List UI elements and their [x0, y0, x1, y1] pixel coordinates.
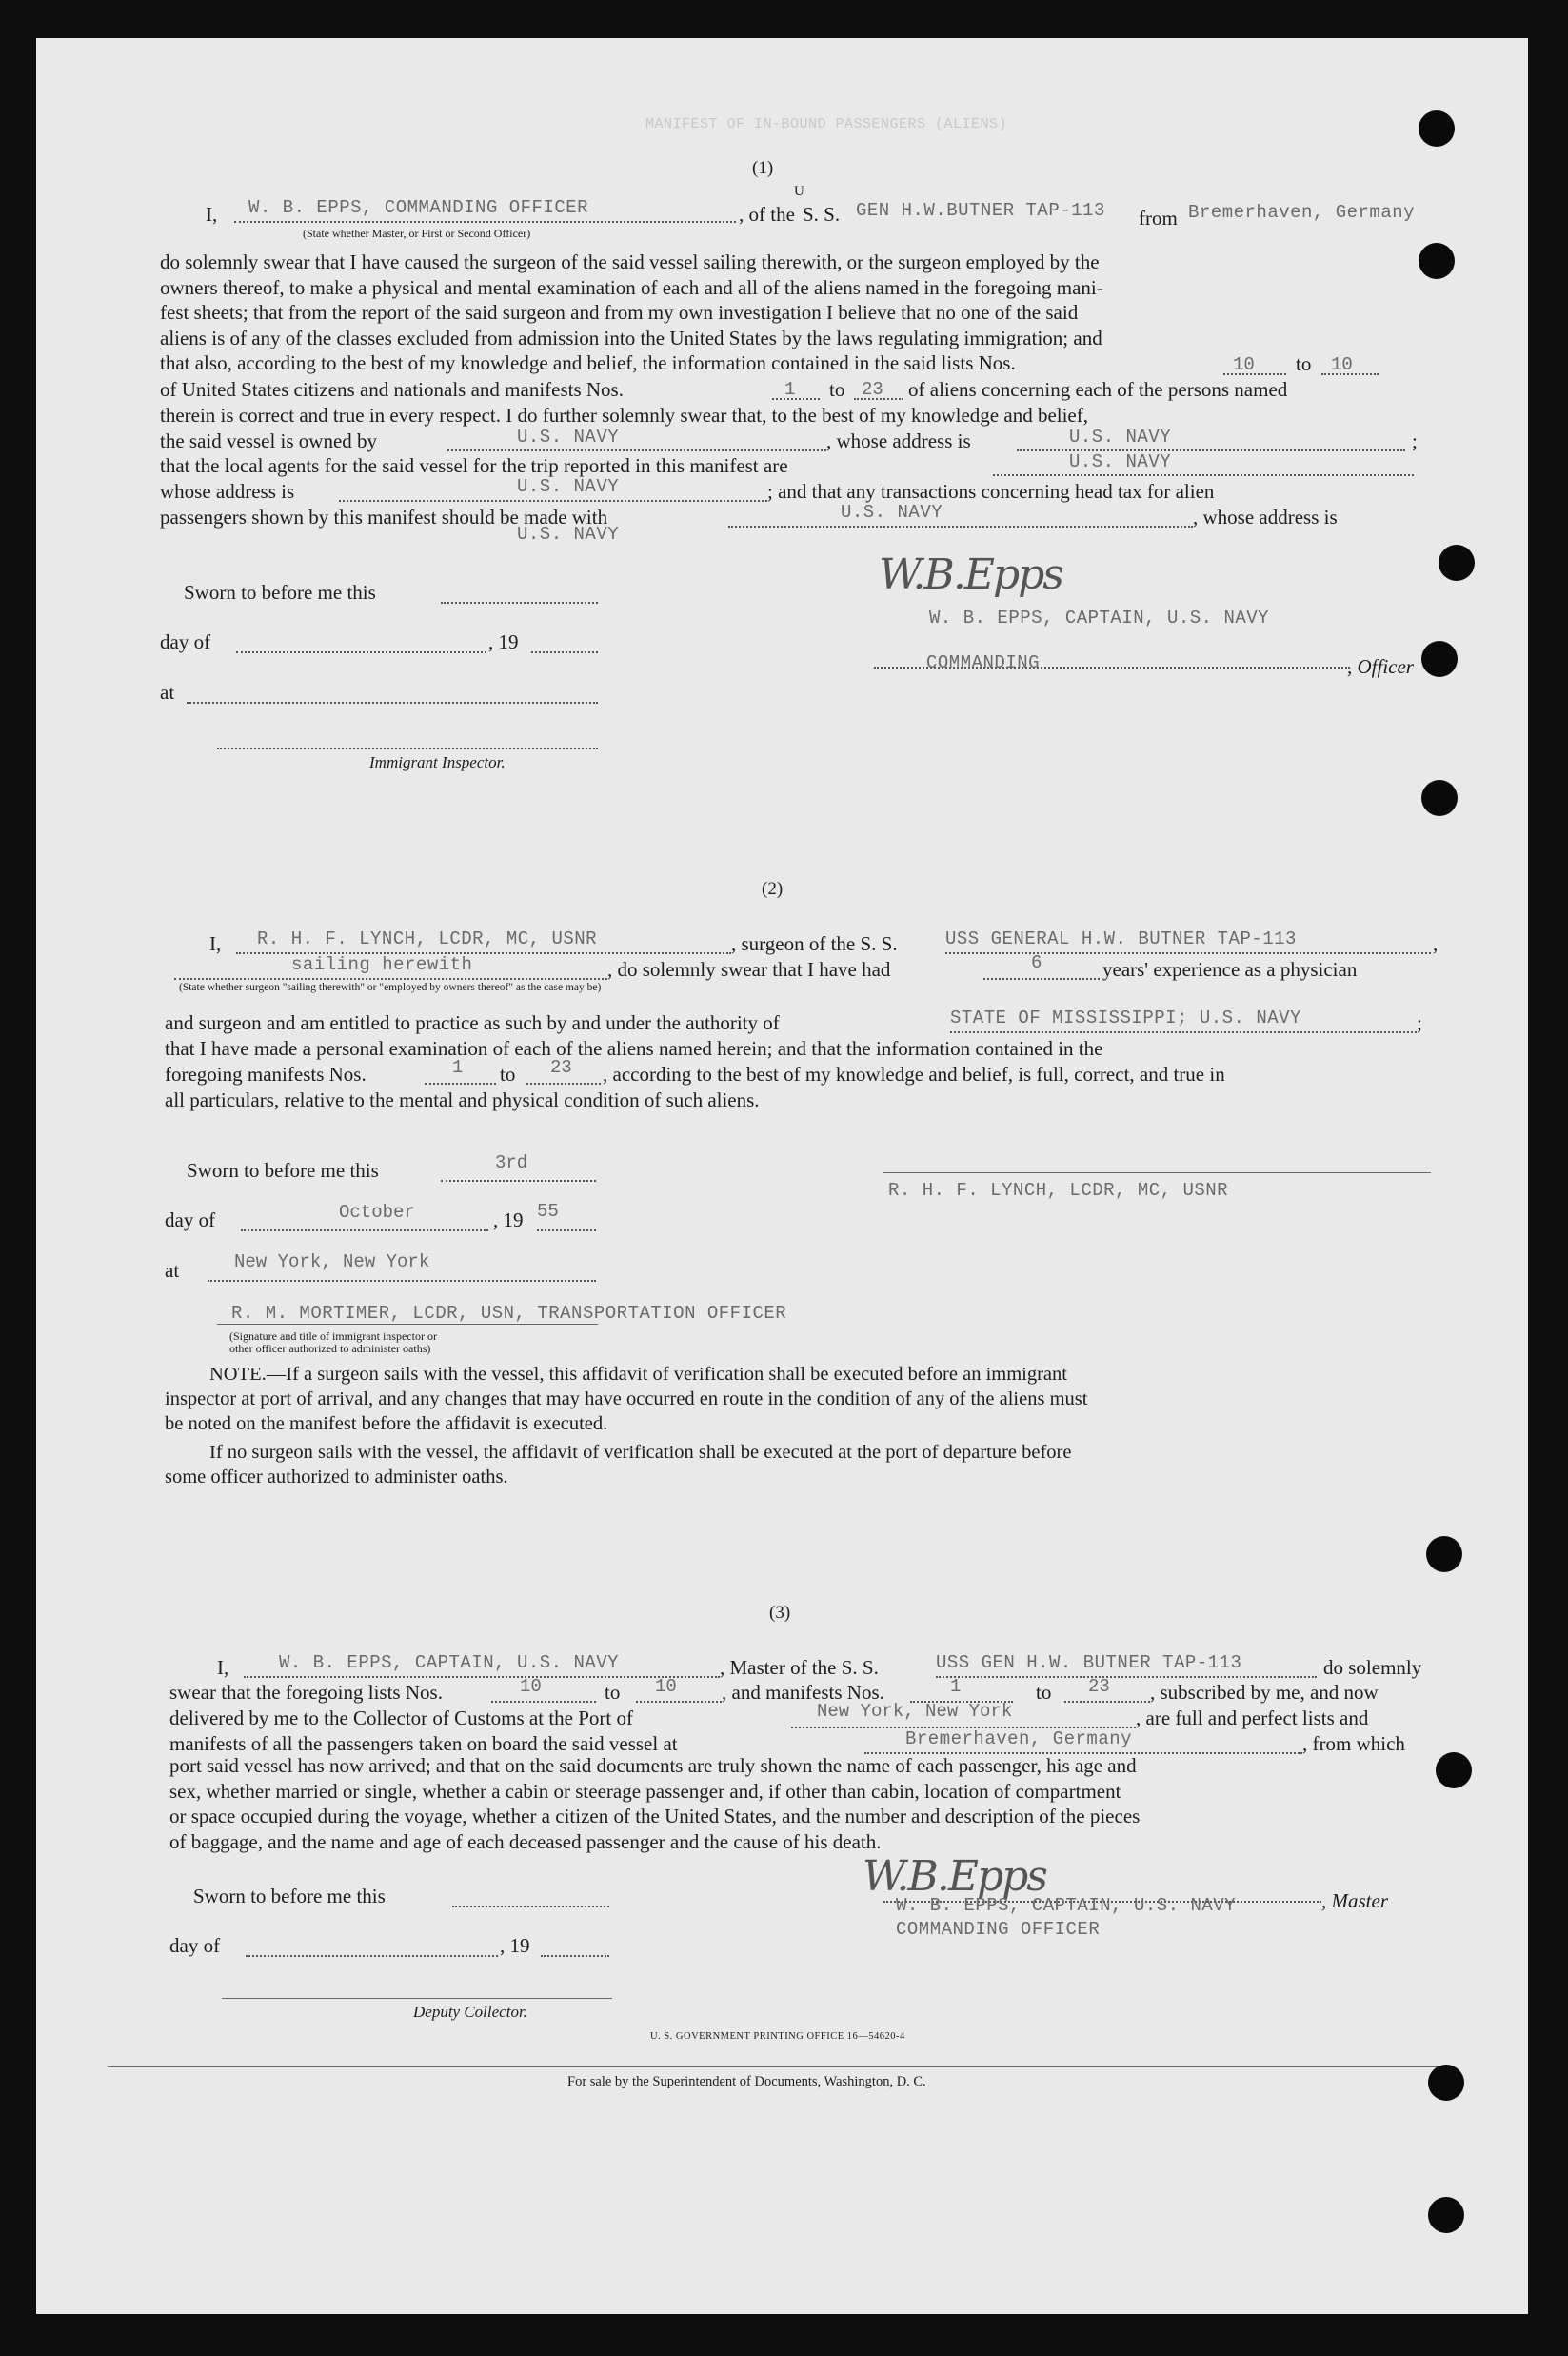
sailing-caption: (State whether surgeon "sailing therewith" or "employed by owners thereof" as the case may be)	[179, 982, 602, 993]
month: October	[339, 1202, 415, 1223]
master-suffix: , Master	[1321, 1889, 1388, 1912]
head-tax-party: U.S. NAVY	[841, 502, 943, 523]
section1-body: do solemnly swear that I have caused the surgeon of the said vessel sailing therewith, or the surgeon employed by the owners thereof, to make a physical and mental examination of each and all of the aliens named in the foregoing mani- fest sheets; that from the report of the said surgeon and from my own investigation I believe that no one of the said aliens is of any of the classes excluded from admission into the United States by the laws regulating immigration; and that also, according to the best of my knowledge and belief, the information contained in the said lists Nos.	[160, 250, 1103, 375]
punch-hole	[1419, 243, 1455, 279]
sworn-day: 3rd	[495, 1152, 528, 1173]
gpo-line: U. S. GOVERNMENT PRINTING OFFICE 16—54620-4	[650, 2031, 905, 2042]
owned-label: the said vessel is owned by	[160, 429, 378, 452]
foregoing-rest: , according to the best of my knowledge and belief, is full, correct, and true in	[603, 1063, 1225, 1086]
u-mark: U	[794, 184, 804, 199]
from-which: , from which	[1302, 1732, 1405, 1755]
semicolon: ;	[1412, 429, 1418, 452]
years-label: years' experience as a physician	[1102, 958, 1358, 981]
i-label: I,	[209, 932, 222, 955]
punch-hole	[1426, 1536, 1462, 1572]
punch-hole	[1439, 545, 1475, 581]
sign-role: COMMANDING	[926, 652, 1041, 673]
passengers-label: passengers shown by this manifest should be made with	[160, 506, 608, 529]
section3-body: port said vessel has now arrived; and that on the said documents are truly shown the name of each passenger, his age and sex, whether married or single, whether a cabin or steerage passenger and, if other than cabin, location of compartment or space occupied during the voyage, whether a citizen of the United States, and the number and description of the pieces of baggage, and the name and age of each deceased passenger and the cause of his death.	[169, 1754, 1141, 1853]
owner: U.S. NAVY	[517, 427, 620, 448]
year-prefix: , 19	[493, 1208, 524, 1231]
delivered-label: delivered by me to the Collector of Customs at the Port of	[169, 1707, 633, 1729]
faint-header: MANIFEST OF IN-BOUND PASSENGERS (ALIENS)	[645, 116, 1008, 132]
full-perfect: , are full and perfect lists and	[1136, 1707, 1369, 1729]
at-label: at	[160, 681, 175, 704]
semicolon: ;	[1417, 1011, 1422, 1034]
of-the: , of the	[739, 203, 795, 226]
year-label: , 19	[500, 1934, 530, 1957]
head-tax-address: U.S. NAVY	[517, 524, 620, 545]
to-label: to	[1036, 1681, 1052, 1704]
agents-address: U.S. NAVY	[517, 476, 620, 497]
line7: therein is correct and true in every respect. I do further solemnly swear that, to the best of my knowledge and belief,	[160, 404, 1088, 427]
whose-address-label: , whose address is	[1193, 506, 1338, 529]
manifests-to-2: 23	[550, 1057, 572, 1078]
from-label: from	[1139, 207, 1178, 230]
year-suffix: 55	[537, 1201, 559, 1222]
exam-line: that I have made a personal examination of each of the aliens named herein; and that the information contained in the	[165, 1037, 1103, 1060]
section1-number: (1)	[752, 158, 774, 178]
lists-from: 10	[1233, 354, 1255, 375]
deputy-collector-label: Deputy Collector.	[413, 2003, 527, 2021]
manifests-from: 1	[784, 379, 796, 400]
line6-a: of United States citizens and nationals and manifests Nos.	[160, 378, 624, 401]
vessel-name-2: USS GENERAL H.W. BUTNER TAP-113	[945, 928, 1297, 949]
solemnly: do solemnly	[1323, 1656, 1422, 1679]
to-label: to	[1296, 352, 1312, 375]
from-place: Bremerhaven, Germany	[1188, 202, 1416, 223]
years-experience: 6	[1031, 952, 1042, 973]
manifests-label: manifests of all the passengers taken on board the said vessel at	[169, 1732, 678, 1755]
vessel-name: GEN H.W.BUTNER TAP-113	[856, 200, 1105, 221]
authority-label: and surgeon and am entitled to practice as such by and under the authority of	[165, 1011, 780, 1034]
lists-to-3: 10	[655, 1676, 677, 1697]
surgeon-sign-name: R. H. F. LYNCH, LCDR, MC, USNR	[888, 1180, 1229, 1201]
to-label: to	[829, 378, 845, 401]
line6-b: of aliens concerning each of the persons named	[908, 378, 1288, 401]
manifests-to-3: 23	[1088, 1676, 1110, 1697]
manifests-from-3: 1	[950, 1676, 962, 1697]
i-label: I,	[206, 203, 218, 226]
manifests-to: 23	[862, 379, 883, 400]
day-of-label: day of	[169, 1934, 221, 1957]
sailing-status: sailing herewith	[291, 954, 473, 975]
epps-signature: W.B.Epps	[879, 550, 1062, 599]
sworn-label: Sworn to before me this	[184, 581, 376, 604]
surgeon-of: , surgeon of the S. S.	[731, 932, 898, 955]
place: New York, New York	[234, 1251, 430, 1272]
last-line: all particulars, relative to the mental and physical condition of such aliens.	[165, 1088, 760, 1111]
for-sale-line: For sale by the Superintendent of Documents, Washington, D. C.	[567, 2074, 926, 2089]
authority: STATE OF MISSISSIPPI; U.S. NAVY	[950, 1008, 1301, 1028]
at-label: at	[165, 1259, 180, 1282]
punch-hole	[1421, 780, 1458, 816]
section2-number: (2)	[762, 879, 784, 899]
lists-from-3: 10	[520, 1676, 542, 1697]
foregoing-label: foregoing manifests Nos.	[165, 1063, 367, 1086]
year-label: , 19	[488, 630, 519, 653]
sign-name-3: W. B. EPPS, CAPTAIN, U.S. NAVY	[896, 1895, 1237, 1916]
vessel-name-3: USS GEN H.W. BUTNER TAP-113	[936, 1652, 1242, 1673]
punch-hole	[1421, 641, 1458, 677]
sworn-label: Sworn to before me this	[187, 1159, 379, 1182]
sign-name: W. B. EPPS, CAPTAIN, U.S. NAVY	[929, 608, 1270, 629]
to-label: to	[605, 1681, 621, 1704]
immigrant-inspector-label: Immigrant Inspector.	[369, 753, 506, 771]
note2-text: If no surgeon sails with the vessel, the affidavit of verification shall be executed at the port of departure before some officer authorized to administer oaths.	[165, 1442, 1072, 1488]
i-label: I,	[217, 1656, 229, 1679]
day-of-label: day of	[165, 1208, 216, 1231]
manifest-page	[36, 38, 1528, 2314]
punch-hole	[1436, 1752, 1472, 1788]
officer-caption-2: other officer authorized to administer oaths)	[229, 1342, 431, 1355]
swear-label: swear that the foregoing lists Nos.	[169, 1681, 443, 1704]
head-tax-text: ; and that any transactions concerning head tax for alien	[767, 480, 1215, 503]
sworn-label: Sworn to before me this	[193, 1885, 386, 1907]
officer-name: W. B. EPPS, COMMANDING OFFICER	[248, 197, 589, 218]
owner-address: U.S. NAVY	[1069, 427, 1172, 448]
punch-hole	[1428, 2065, 1464, 2101]
day-of-label: day of	[160, 630, 211, 653]
subscribed: , subscribed by me, and now	[1150, 1681, 1379, 1704]
lists-to: 10	[1331, 354, 1353, 375]
ss-label: S. S.	[803, 203, 841, 226]
section3-number: (3)	[769, 1603, 791, 1623]
port: New York, New York	[817, 1701, 1013, 1722]
sign-role-3: COMMANDING OFFICER	[896, 1919, 1101, 1940]
swear-text: , do solemnly swear that I have had	[607, 958, 891, 981]
transport-officer: R. M. MORTIMER, LCDR, USN, TRANSPORTATION OFFICER	[231, 1303, 787, 1324]
to-label: to	[500, 1063, 516, 1086]
and-manifests: , and manifests Nos.	[722, 1681, 884, 1704]
whose-address-label: , whose address is	[826, 429, 971, 452]
officer-caption: (State whether Master, or First or Second Officer)	[303, 227, 531, 240]
punch-hole	[1419, 110, 1455, 147]
manifests-from-2: 1	[452, 1057, 464, 1078]
officer-caption-1: (Signature and title of immigrant inspector or	[229, 1329, 437, 1343]
surgeon-name: R. H. F. LYNCH, LCDR, MC, USNR	[257, 928, 598, 949]
note-text: NOTE.—If a surgeon sails with the vessel, this affidavit of verification shall be executed before an immigrant inspector at port of arrival, and any changes that may have occurred en route in the condition of any of the aliens must be noted on the manifest before the affidavit is executed.	[165, 1364, 1088, 1435]
officer-suffix: , Officer	[1347, 655, 1414, 678]
master-of: , Master of the S. S.	[720, 1656, 879, 1679]
origin: Bremerhaven, Germany	[905, 1728, 1133, 1749]
whose-address-label: whose address is	[160, 480, 295, 503]
agents: U.S. NAVY	[1069, 451, 1172, 472]
comma: ,	[1433, 932, 1439, 955]
agents-label: that the local agents for the said vessel for the trip reported in this manifest are	[160, 454, 788, 477]
epps-signature-2: W.B.Epps	[863, 1852, 1046, 1901]
master-name: W. B. EPPS, CAPTAIN, U.S. NAVY	[279, 1652, 620, 1673]
punch-hole	[1428, 2197, 1464, 2233]
